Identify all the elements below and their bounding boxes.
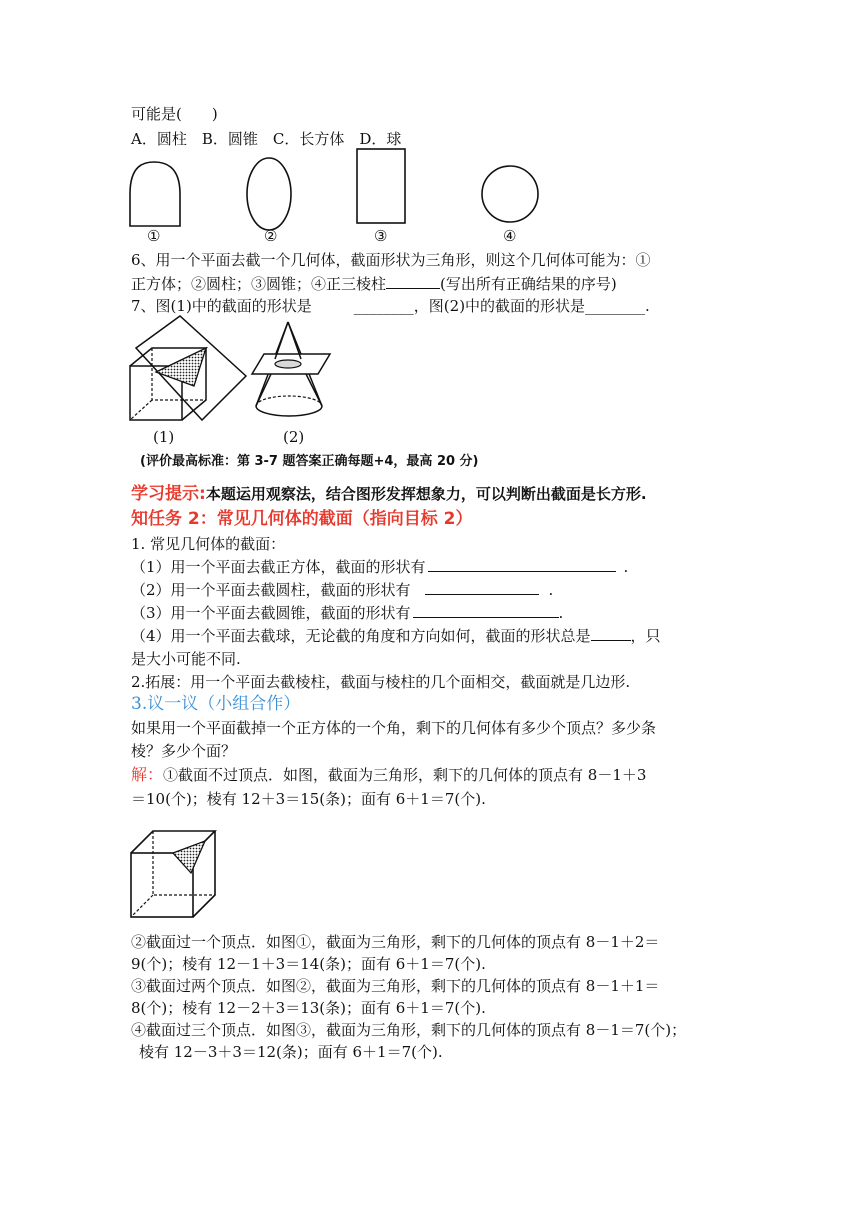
sub4-tail: ，只	[630, 627, 661, 645]
a3-line2: 8(个)；棱有 12－2＋3＝13(条)；面有 6＋1＝7(个).	[131, 999, 486, 1017]
a4-line2: 棱有 12－3＋3＝12(条)；面有 6＋1＝7(个).	[139, 1043, 443, 1061]
q5-stem: 可能是( )	[131, 105, 218, 123]
sub4-blank[interactable]	[591, 626, 631, 641]
hint-text: 本题运用观察法，结合图形发挥想象力，可以判断出截面是长方形.	[205, 485, 647, 503]
q5-options: A．圆柱 B．圆锥 C．长方体 D．球	[131, 130, 402, 148]
a4-line1: ④截面过三个顶点．如图③，截面为三角形，剩下的几何体的顶点有 8－1＝7(个)；	[131, 1021, 687, 1039]
q6-line1: 6、用一个平面去截一个几何体，截面形状为三角形，则这个几何体可能为：①	[131, 251, 651, 269]
task2-sub4-cont: 是大小可能不同.	[131, 650, 241, 668]
discuss-question-1: 如果用一个平面截掉一个正方体的一个角，剩下的几何体有多少个顶点？多少条	[131, 719, 657, 737]
task2-title: 知任务 2：常见几何体的截面（指向目标 2）	[131, 509, 473, 529]
sub2-text: （2）用一个平面去截圆柱，截面的形状有	[131, 581, 411, 599]
shape-2-ellipse	[244, 156, 294, 232]
task2-sub4	[131, 626, 661, 646]
q7-fig-label-1: (1)	[153, 428, 175, 446]
shape-4-circle	[480, 164, 542, 226]
q6-line2	[131, 273, 617, 294]
q7-figure-2	[250, 320, 332, 422]
shape-1-arch	[128, 160, 184, 230]
task2-sub1	[131, 557, 628, 577]
sub2-blank[interactable]	[425, 580, 539, 595]
answer-case-1	[131, 765, 646, 785]
shape-3-rectangle	[356, 148, 408, 226]
cube-corner-cut-figure	[129, 829, 219, 921]
sub1-text: （1）用一个平面去截正方体，截面的形状有	[131, 558, 426, 576]
a2-line1: ②截面过一个顶点．如图①，截面为三角形，剩下的几何体的顶点有 8－1＋2＝	[131, 933, 660, 951]
q7-figure-1	[128, 314, 248, 426]
q7-part-a: 7、图(1)中的截面的形状是	[131, 297, 312, 315]
a2-line2: 9(个)；棱有 12－1＋3＝14(条)；面有 6＋1＝7(个).	[131, 955, 486, 973]
sub4-text: （4）用一个平面去截球，无论截的角度和方向如何，截面的形状总是	[131, 627, 591, 645]
a1-line1: ①截面不过顶点．如图，截面为三角形，剩下的几何体的顶点有 8－1＋3	[163, 766, 647, 784]
learning-hint	[131, 484, 647, 504]
discuss-title: 3.议一议（小组合作）	[131, 694, 301, 714]
task2-sub3	[131, 603, 563, 623]
answer-label: 解：	[131, 765, 164, 784]
shape-label-1: ①	[147, 227, 161, 245]
hint-label: 学习提示:	[131, 484, 206, 504]
a3-line1: ③截面过两个顶点．如图②，截面为三角形，剩下的几何体的顶点有 8－1＋1＝	[131, 977, 660, 995]
sub1-end: .	[623, 558, 629, 576]
q6-answer-blank[interactable]	[386, 273, 440, 289]
q7-part-b: ________，图(2)中的截面的形状是________.	[353, 297, 650, 315]
q6-options: 正方体；②圆柱；③圆锥；④正三棱柱	[131, 275, 387, 293]
discuss-question-2: 棱？多少个面？	[131, 742, 237, 760]
sub2-end: .	[548, 581, 554, 599]
sub3-blank[interactable]	[413, 603, 559, 618]
shape-label-4: ④	[503, 227, 517, 245]
sub3-text: （3）用一个平面去截圆锥，截面的形状有	[131, 604, 411, 622]
shape-label-2: ②	[264, 227, 278, 245]
q7-fig-label-2: (2)	[283, 428, 305, 446]
a1-line2: ＝10(个)；棱有 12＋3＝15(条)；面有 6＋1＝7(个).	[131, 790, 486, 808]
sub3-end: .	[558, 604, 564, 622]
grading-criteria: (评价最高标准：第 3-7 题答案正确每题+4，最高 20 分)	[140, 454, 479, 469]
q7-text	[131, 296, 650, 316]
task2-item1: 1. 常见几何体的截面：	[131, 535, 286, 553]
task2-item2: 2.拓展：用一个平面去截棱柱，截面与棱柱的几个面相交，截面就是几边形.	[131, 673, 631, 691]
sub1-blank[interactable]	[428, 557, 616, 572]
q6-instruction: (写出所有正确结果的序号)	[440, 275, 617, 293]
shape-label-3: ③	[374, 227, 388, 245]
task2-sub2	[131, 580, 553, 600]
